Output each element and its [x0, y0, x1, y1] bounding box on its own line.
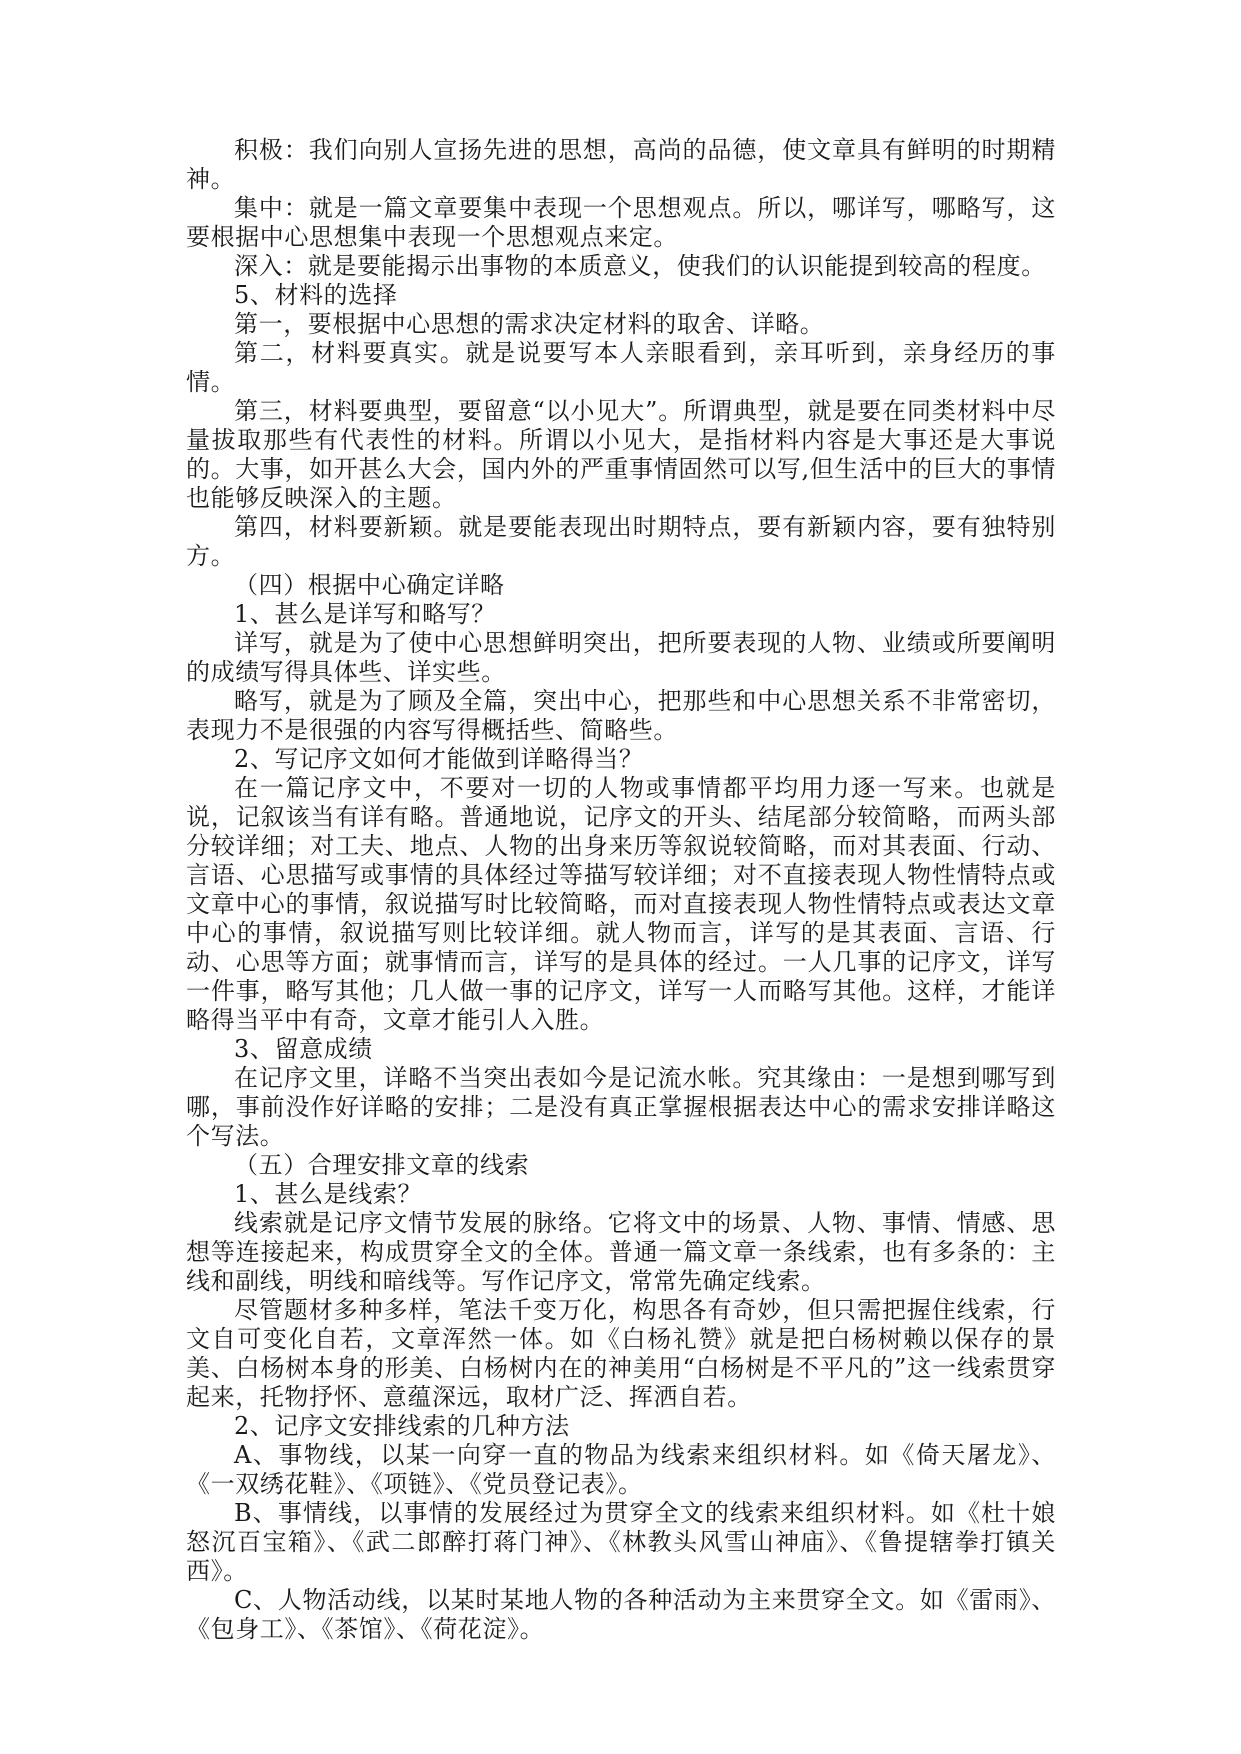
paragraph: B、事情线，以事情的发展经过为贯穿全文的线索来组织材料。如《杜十娘怒沉百宝箱》、《武二郎醉打蒋门神》、《林教头风雪山神庙》、《鲁提辖拳打镇关西》。: [186, 1499, 1056, 1585]
paragraph: 在记序文里，详略不当突出表如今是记流水帐。究其缘由：一是想到哪写到哪，事前没作好详略的安排；二是没有真正掌握根据表达中心的需求安排详略这个写法。: [186, 1064, 1056, 1150]
paragraph: 线索就是记序文情节发展的脉络。它将文中的场景、人物、事情、情感、思想等连接起来，构成贯穿全文的全体。普通一篇文章一条线索，也有多条的：主线和副线，明线和暗线等。写作记序文，常常先确定线索。: [186, 1209, 1056, 1295]
section-subheading: 1、甚么是详写和略写？: [234, 600, 496, 628]
section-heading: （四）根据中心确定详略: [234, 571, 505, 599]
section-subheading: 2、写记序文如何才能做到详略得当？: [234, 745, 644, 773]
paragraph: C、人物活动线，以某时某地人物的各种活动为主来贯穿全文。如《雷雨》、《包身工》、《茶馆》、《荷花淀》。: [186, 1586, 1056, 1643]
section-subheading: 3、留意成绩: [234, 1035, 373, 1063]
paragraph: A、事物线，以某一向穿一直的物品为线索来组织材料。如《倚天屠龙》、《一双绣花鞋》、《项链》、《党员登记表》。: [186, 1441, 1056, 1498]
paragraph: 详写，就是为了使中心思想鲜明突出，把所要表现的人物、业绩或所要阐明的成绩写得具体些、详实些。: [186, 629, 1056, 686]
section-subheading: 2、记序文安排线索的几种方法: [234, 1412, 570, 1440]
paragraph: 第二，材料要真实。就是说要写本人亲眼看到，亲耳听到，亲身经历的事情。: [186, 339, 1056, 396]
document-page: [186, 136, 1056, 1644]
paragraph: 尽管题材多种多样，笔法千变万化，构思各有奇妙，但只需把握住线索，行文自可变化自若，文章浑然一体。如《白杨礼赞》就是把白杨树赖以保存的景美、白杨树本身的形美、白杨树内在的神美用“白杨树是不平凡的”这一线索贯穿起来，托物抒怀、意蕴深远，取材广泛、挥洒自若。: [186, 1296, 1056, 1411]
paragraph: 积极：我们向别人宣扬先进的思想，高尚的品德，使文章具有鲜明的时期精神。: [186, 136, 1056, 193]
paragraph: 略写，就是为了顾及全篇，突出中心，把那些和中心思想关系不非常密切，表现力不是很强的内容写得概括些、简略些。: [186, 687, 1056, 744]
section-subheading: 1、甚么是线索？: [234, 1180, 423, 1208]
section-heading: （五）合理安排文章的线索: [234, 1151, 530, 1179]
paragraph: 集中：就是一篇文章要集中表现一个思想观点。所以，哪详写，哪略写，这要根据中心思想集中表现一个思想观点来定。: [186, 194, 1056, 251]
paragraph: 深入：就是要能揭示出事物的本质意义，使我们的认识能提到较高的程度。: [234, 252, 1046, 280]
paragraph: 在一篇记序文中，不要对一切的人物或事情都平均用力逐一写来。也就是说，记叙该当有详有略。普通地说，记序文的开头、结尾部分较简略，而两头部分较详细；对工夫、地点、人物的出身来历等叙说较简略，而对其表面、行动、言语、心思描写或事情的具体经过等描写较详细；对不直接表现人物性情特点或文章中心的事情，叙说描写时比较简略，而对直接表现人物性情特点或表达文章中心的事情，叙说描写则比较详细。就人物而言，详写的是其表面、言语、行动、心思等方面；就事情而言，详写的是具体的经过。一人几事的记序文，详写一件事，略写其他；几人做一事的记序文，详写一人而略写其他。这样，才能详略得当平中有奇，文章才能引人入胜。: [186, 774, 1056, 1034]
paragraph: 第四，材料要新颖。就是要能表现出时期特点，要有新颖内容，要有独特别方。: [186, 513, 1056, 570]
paragraph: 第一，要根据中心思想的需求决定材料的取舍、详略。: [234, 310, 825, 338]
paragraph: 第三，材料要典型，要留意“以小见大”。所谓典型，就是要在同类材料中尽量拔取那些有代表性的材料。所谓以小见大，是指材料内容是大事还是大事说的。大事，如开甚么大会，国内外的严重事情固然可以写,但生活中的巨大的事情也能够反映深入的主题。: [186, 397, 1056, 512]
section-subheading: 5、材料的选择: [234, 281, 398, 309]
